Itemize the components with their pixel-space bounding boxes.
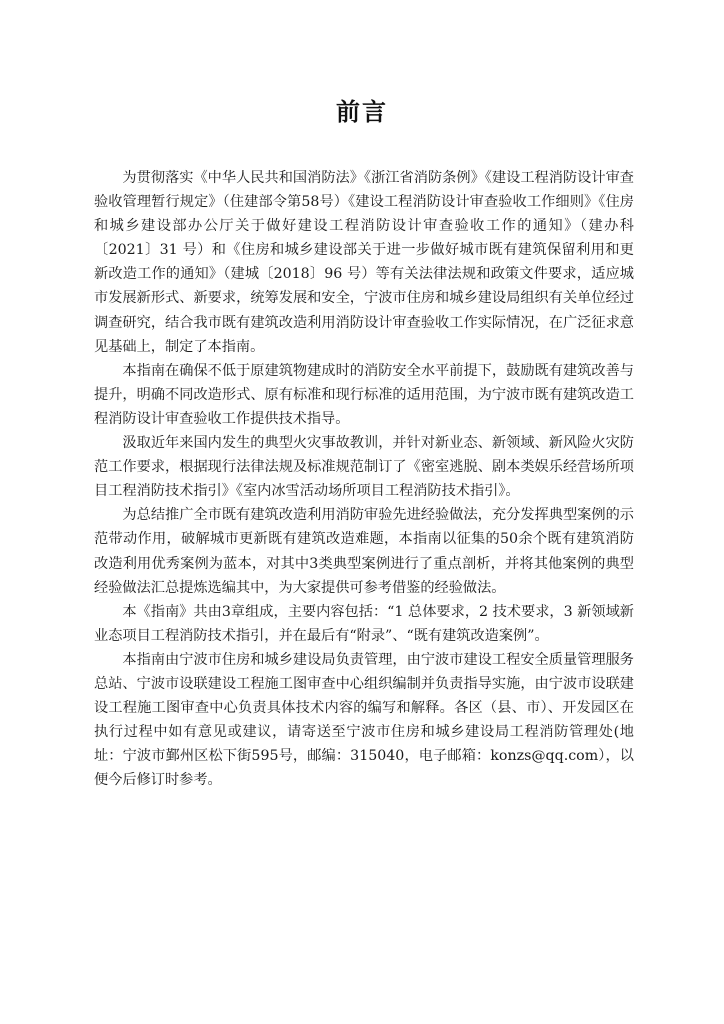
paragraph-5: 本《指南》共由3章组成，主要内容包括：“1 总体要求，2 技术要求，3 新领域新业态项目工程消防技术指引，并在最后有“附录”、“既有建筑改造案例”。 bbox=[94, 603, 634, 644]
page-title: 前言 bbox=[336, 98, 388, 126]
paragraph-6: 本指南由宁波市住房和城乡建设局负责管理，由宁波市建设工程安全质量管理服务总站、宁波市设联建设工程施工图审查中心组织编制并负责指导实施，由宁波市设联建设工程施工图审查中心负责具体技术内容的编写和解释。各区（县、市）、开发园区在执行过程中如有意见或建议，请寄送至宁波市住房和城乡建设局工程消防管理处(地址：宁波市鄞州区松下街595号，邮编：315040，电子邮箱：konzs@qq.com），以便今后修订时参考。 bbox=[94, 651, 634, 789]
paragraph-2: 本指南在确保不低于原建筑物建成时的消防安全水平前提下，鼓励既有建筑改善与提升，明确不同改造形式、原有标准和现行标准的适用范围，为宁波市既有建筑改造工程消防设计审查验收工作提供技术指导。 bbox=[94, 362, 634, 427]
document-body bbox=[94, 166, 634, 792]
paragraph-3: 汲取近年来国内发生的典型火灾事故教训，并针对新业态、新领域、新风险火灾防范工作要求，根据现行法律法规及标准规范制订了《密室逃脱、剧本类娱乐经营场所项目工程消防技术指引》《室内冰雪活动场所项目工程消防技术指引》。 bbox=[94, 435, 634, 500]
paragraph-4: 为总结推广全市既有建筑改造利用消防审验先进经验做法，充分发挥典型案例的示范带动作用，破解城市更新既有建筑改造难题，本指南以征集的50余个既有建筑消防改造利用优秀案例为蓝本，对其中3类典型案例进行了重点剖析，并将其他案例的典型经验做法汇总提炼选编其中，为大家提供可参考借鉴的经验做法。 bbox=[94, 507, 634, 596]
paragraph-1: 为贯彻落实《中华人民共和国消防法》《浙江省消防条例》《建设工程消防设计审查验收管理暂行规定》（住建部令第58号）《建设工程消防设计审查验收工作细则》《住房和城乡建设部办公厅关于做好建设工程消防设计审查验收工作的通知》（建办科〔2021〕31 号）和《住房和城乡建设部关于进一步做好城市既有建筑保留利用和更新改造工作的通知》（建城〔2018〕96 号）等有关法律法规和政策文件要求，适应城市发展新形式、新要求，统筹发展和安全，宁波市住房和城乡建设局组织有关单位经过调查研究，结合我市既有建筑改造利用消防设计审查验收工作实际情况，在广泛征求意见基础上，制定了本指南。 bbox=[94, 170, 634, 355]
